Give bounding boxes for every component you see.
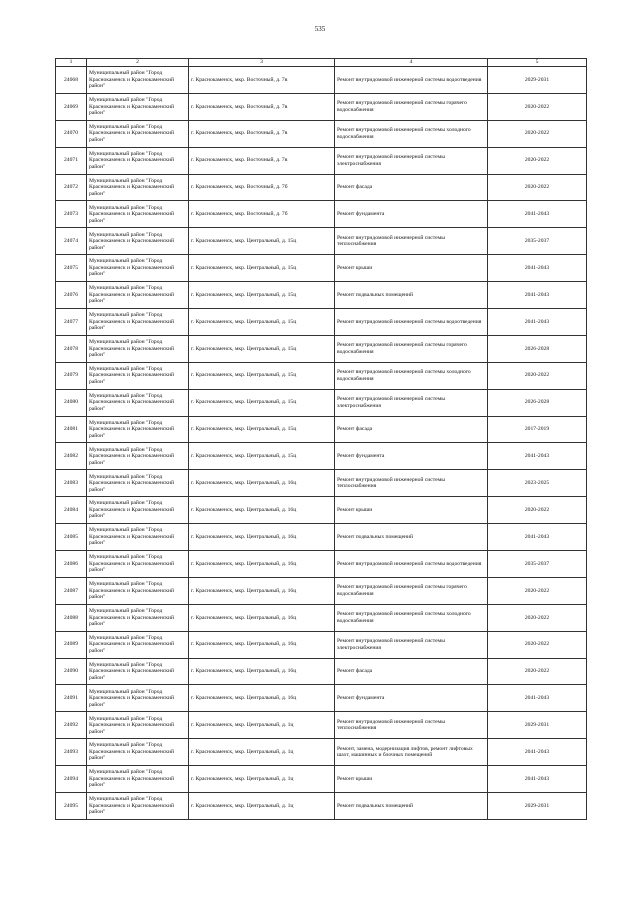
row-number: 24085 bbox=[56, 524, 87, 551]
work-type-cell: Ремонт внутридомовой инженерной системы электроснабжения bbox=[335, 631, 488, 658]
work-type-cell: Ремонт фасада bbox=[335, 658, 488, 685]
address-cell: г. Краснокаменск, мкр. Центральный, д. 16ц bbox=[189, 524, 335, 551]
row-number: 24084 bbox=[56, 497, 87, 524]
address-cell: г. Краснокаменск, мкр. Центральный, д. 16ц bbox=[189, 497, 335, 524]
municipality-cell: Муниципальный район "Город Краснокаменск и Краснокаменский район" bbox=[87, 67, 189, 94]
period-cell: 2020-2022 bbox=[488, 497, 587, 524]
work-type-cell: Ремонт крыши bbox=[335, 766, 488, 793]
row-number: 24070 bbox=[56, 120, 87, 147]
period-cell: 2023-2025 bbox=[488, 470, 587, 497]
period-cell: 2041-2043 bbox=[488, 201, 587, 228]
work-type-cell: Ремонт, замена, модернизация лифтов, ремонт лифтовых шахт, машинных и блочных помещений bbox=[335, 739, 488, 766]
address-cell: г. Краснокаменск, мкр. Центральный, д. 16ц bbox=[189, 470, 335, 497]
address-cell: г. Краснокаменск, мкр. Центральный, д. 16ц bbox=[189, 658, 335, 685]
period-cell: 2035-2037 bbox=[488, 551, 587, 578]
period-cell: 2041-2043 bbox=[488, 685, 587, 712]
municipality-cell: Муниципальный район "Город Краснокаменск и Краснокаменский район" bbox=[87, 685, 189, 712]
municipality-cell: Муниципальный район "Город Краснокаменск и Краснокаменский район" bbox=[87, 93, 189, 120]
table-row bbox=[56, 120, 587, 147]
table-row bbox=[56, 389, 587, 416]
work-type-cell: Ремонт внутридомовой инженерной системы холодного водоснабжения bbox=[335, 604, 488, 631]
table-row bbox=[56, 631, 587, 658]
period-cell: 2029-2031 bbox=[488, 67, 587, 94]
column-number-row bbox=[56, 59, 587, 67]
municipality-cell: Муниципальный район "Город Краснокаменск и Краснокаменский район" bbox=[87, 389, 189, 416]
address-cell: г. Краснокаменск, мкр. Центральный, д. 15ц bbox=[189, 416, 335, 443]
work-type-cell: Ремонт внутридомовой инженерной системы теплоснабжения bbox=[335, 712, 488, 739]
period-cell: 2020-2022 bbox=[488, 362, 587, 389]
row-number: 24091 bbox=[56, 685, 87, 712]
work-type-cell: Ремонт подвальных помещений bbox=[335, 282, 488, 309]
period-cell: 2041-2043 bbox=[488, 282, 587, 309]
municipality-cell: Муниципальный район "Город Краснокаменск и Краснокаменский район" bbox=[87, 551, 189, 578]
period-cell: 2041-2043 bbox=[488, 766, 587, 793]
municipality-cell: Муниципальный район "Город Краснокаменск и Краснокаменский район" bbox=[87, 335, 189, 362]
work-type-cell: Ремонт фасада bbox=[335, 416, 488, 443]
column-number-1: 1 bbox=[56, 59, 87, 67]
column-number-2: 2 bbox=[87, 59, 189, 67]
municipality-cell: Муниципальный район "Город Краснокаменск и Краснокаменский район" bbox=[87, 631, 189, 658]
row-number: 24071 bbox=[56, 147, 87, 174]
row-number: 24075 bbox=[56, 255, 87, 282]
row-number: 24079 bbox=[56, 362, 87, 389]
row-number: 24069 bbox=[56, 93, 87, 120]
table-row bbox=[56, 416, 587, 443]
work-type-cell: Ремонт подвальных помещений bbox=[335, 524, 488, 551]
work-type-cell: Ремонт фундамента bbox=[335, 443, 488, 470]
row-number: 24095 bbox=[56, 793, 87, 820]
work-type-cell: Ремонт внутридомовой инженерной системы горячего водоснабжения bbox=[335, 93, 488, 120]
table-row bbox=[56, 793, 587, 820]
municipality-cell: Муниципальный район "Город Краснокаменск и Краснокаменский район" bbox=[87, 120, 189, 147]
address-cell: г. Краснокаменск, мкр. Восточный, д. 7в bbox=[189, 67, 335, 94]
row-number: 24082 bbox=[56, 443, 87, 470]
table-row bbox=[56, 470, 587, 497]
municipality-cell: Муниципальный район "Город Краснокаменск и Краснокаменский район" bbox=[87, 174, 189, 201]
table-row bbox=[56, 309, 587, 336]
work-type-cell: Ремонт крыши bbox=[335, 497, 488, 524]
address-cell: г. Краснокаменск, мкр. Центральный, д. 15ц bbox=[189, 228, 335, 255]
row-number: 24086 bbox=[56, 551, 87, 578]
address-cell: г. Краснокаменск, мкр. Центральный, д. 15ц bbox=[189, 443, 335, 470]
table-row bbox=[56, 335, 587, 362]
address-cell: г. Краснокаменск, мкр. Центральный, д. 15ц bbox=[189, 362, 335, 389]
period-cell: 2020-2022 bbox=[488, 604, 587, 631]
row-number: 24087 bbox=[56, 577, 87, 604]
row-number: 24068 bbox=[56, 67, 87, 94]
address-cell: г. Краснокаменск, мкр. Восточный, д. 7в bbox=[189, 93, 335, 120]
municipality-cell: Муниципальный район "Город Краснокаменск и Краснокаменский район" bbox=[87, 282, 189, 309]
municipality-cell: Муниципальный район "Город Краснокаменск и Краснокаменский район" bbox=[87, 497, 189, 524]
municipality-cell: Муниципальный район "Город Краснокаменск и Краснокаменский район" bbox=[87, 604, 189, 631]
municipality-cell: Муниципальный район "Город Краснокаменск и Краснокаменский район" bbox=[87, 793, 189, 820]
table-row bbox=[56, 93, 587, 120]
period-cell: 2041-2043 bbox=[488, 739, 587, 766]
address-cell: г. Краснокаменск, мкр. Центральный, д. 15ц bbox=[189, 389, 335, 416]
period-cell: 2041-2043 bbox=[488, 443, 587, 470]
registry-table bbox=[55, 58, 587, 820]
address-cell: г. Краснокаменск, мкр. Центральный, д. 15ц bbox=[189, 282, 335, 309]
period-cell: 2020-2022 bbox=[488, 658, 587, 685]
municipality-cell: Муниципальный район "Город Краснокаменск и Краснокаменский район" bbox=[87, 362, 189, 389]
period-cell: 2029-2031 bbox=[488, 793, 587, 820]
row-number: 24089 bbox=[56, 631, 87, 658]
table-row bbox=[56, 255, 587, 282]
address-cell: г. Краснокаменск, мкр. Восточный, д. 7б bbox=[189, 201, 335, 228]
period-cell: 2029-2031 bbox=[488, 712, 587, 739]
column-number-5: 5 bbox=[488, 59, 587, 67]
municipality-cell: Муниципальный район "Город Краснокаменск и Краснокаменский район" bbox=[87, 147, 189, 174]
work-type-cell: Ремонт внутридомовой инженерной системы горячего водоснабжения bbox=[335, 577, 488, 604]
municipality-cell: Муниципальный район "Город Краснокаменск и Краснокаменский район" bbox=[87, 201, 189, 228]
municipality-cell: Муниципальный район "Город Краснокаменск и Краснокаменский район" bbox=[87, 228, 189, 255]
address-cell: г. Краснокаменск, мкр. Центральный, д. 1ц bbox=[189, 712, 335, 739]
work-type-cell: Ремонт фасада bbox=[335, 174, 488, 201]
address-cell: г. Краснокаменск, мкр. Центральный, д. 16ц bbox=[189, 604, 335, 631]
municipality-cell: Муниципальный район "Город Краснокаменск и Краснокаменский район" bbox=[87, 470, 189, 497]
work-type-cell: Ремонт внутридомовой инженерной системы горячего водоснабжения bbox=[335, 335, 488, 362]
column-number-4: 4 bbox=[335, 59, 488, 67]
address-cell: г. Краснокаменск, мкр. Центральный, д. 16ц bbox=[189, 631, 335, 658]
row-number: 24074 bbox=[56, 228, 87, 255]
work-type-cell: Ремонт внутридомовой инженерной системы холодного водоснабжения bbox=[335, 362, 488, 389]
row-number: 24077 bbox=[56, 309, 87, 336]
row-number: 24073 bbox=[56, 201, 87, 228]
work-type-cell: Ремонт внутридомовой инженерной системы водоотведения bbox=[335, 309, 488, 336]
row-number: 24092 bbox=[56, 712, 87, 739]
page-number: 535 bbox=[314, 25, 326, 33]
work-type-cell: Ремонт фундамента bbox=[335, 201, 488, 228]
period-cell: 2020-2022 bbox=[488, 174, 587, 201]
address-cell: г. Краснокаменск, мкр. Центральный, д. 15ц bbox=[189, 335, 335, 362]
period-cell: 2020-2022 bbox=[488, 120, 587, 147]
table-row bbox=[56, 362, 587, 389]
municipality-cell: Муниципальный район "Город Краснокаменск и Краснокаменский район" bbox=[87, 443, 189, 470]
table-row bbox=[56, 712, 587, 739]
municipality-cell: Муниципальный район "Город Краснокаменск и Краснокаменский район" bbox=[87, 524, 189, 551]
work-type-cell: Ремонт фундамента bbox=[335, 685, 488, 712]
table-row bbox=[56, 147, 587, 174]
period-cell: 2035-2037 bbox=[488, 228, 587, 255]
address-cell: г. Краснокаменск, мкр. Центральный, д. 16ц bbox=[189, 685, 335, 712]
row-number: 24081 bbox=[56, 416, 87, 443]
period-cell: 2041-2043 bbox=[488, 255, 587, 282]
address-cell: г. Краснокаменск, мкр. Центральный, д. 15ц bbox=[189, 255, 335, 282]
municipality-cell: Муниципальный район "Город Краснокаменск и Краснокаменский район" bbox=[87, 577, 189, 604]
work-type-cell: Ремонт внутридомовой инженерной системы водоотведения bbox=[335, 67, 488, 94]
table-row bbox=[56, 443, 587, 470]
row-number: 24094 bbox=[56, 766, 87, 793]
address-cell: г. Краснокаменск, мкр. Восточный, д. 7в bbox=[189, 120, 335, 147]
work-type-cell: Ремонт внутридомовой инженерной системы теплоснабжения bbox=[335, 228, 488, 255]
period-cell: 2026-2028 bbox=[488, 335, 587, 362]
row-number: 24090 bbox=[56, 658, 87, 685]
address-cell: г. Краснокаменск, мкр. Восточный, д. 7б bbox=[189, 174, 335, 201]
table-row bbox=[56, 604, 587, 631]
row-number: 24078 bbox=[56, 335, 87, 362]
table-row bbox=[56, 658, 587, 685]
row-number: 24088 bbox=[56, 604, 87, 631]
period-cell: 2020-2022 bbox=[488, 577, 587, 604]
address-cell: г. Краснокаменск, мкр. Восточный, д. 7в bbox=[189, 147, 335, 174]
work-type-cell: Ремонт внутридомовой инженерной системы теплоснабжения bbox=[335, 470, 488, 497]
period-cell: 2041-2043 bbox=[488, 524, 587, 551]
table-row bbox=[56, 67, 587, 94]
table-body bbox=[56, 67, 587, 820]
row-number: 24076 bbox=[56, 282, 87, 309]
address-cell: г. Краснокаменск, мкр. Центральный, д. 16ц bbox=[189, 551, 335, 578]
table-row bbox=[56, 685, 587, 712]
table-row bbox=[56, 174, 587, 201]
municipality-cell: Муниципальный район "Город Краснокаменск и Краснокаменский район" bbox=[87, 739, 189, 766]
municipality-cell: Муниципальный район "Город Краснокаменск и Краснокаменский район" bbox=[87, 658, 189, 685]
address-cell: г. Краснокаменск, мкр. Центральный, д. 15ц bbox=[189, 309, 335, 336]
work-type-cell: Ремонт подвальных помещений bbox=[335, 793, 488, 820]
address-cell: г. Краснокаменск, мкр. Центральный, д. 1ц bbox=[189, 793, 335, 820]
municipality-cell: Муниципальный район "Город Краснокаменск и Краснокаменский район" bbox=[87, 255, 189, 282]
municipality-cell: Муниципальный район "Город Краснокаменск и Краснокаменский район" bbox=[87, 712, 189, 739]
table-row bbox=[56, 766, 587, 793]
period-cell: 2020-2022 bbox=[488, 631, 587, 658]
table-row bbox=[56, 524, 587, 551]
address-cell: г. Краснокаменск, мкр. Центральный, д. 1ц bbox=[189, 766, 335, 793]
table-row bbox=[56, 497, 587, 524]
row-number: 24072 bbox=[56, 174, 87, 201]
table-row bbox=[56, 201, 587, 228]
table-row bbox=[56, 577, 587, 604]
work-type-cell: Ремонт внутридомовой инженерной системы электроснабжения bbox=[335, 389, 488, 416]
work-type-cell: Ремонт внутридомовой инженерной системы электроснабжения bbox=[335, 147, 488, 174]
period-cell: 2020-2022 bbox=[488, 147, 587, 174]
table-row bbox=[56, 228, 587, 255]
table-row bbox=[56, 551, 587, 578]
municipality-cell: Муниципальный район "Город Краснокаменск и Краснокаменский район" bbox=[87, 309, 189, 336]
address-cell: г. Краснокаменск, мкр. Центральный, д. 1ц bbox=[189, 739, 335, 766]
period-cell: 2017-2019 bbox=[488, 416, 587, 443]
table-row bbox=[56, 739, 587, 766]
work-type-cell: Ремонт внутридомовой инженерной системы водоотведения bbox=[335, 551, 488, 578]
work-type-cell: Ремонт крыши bbox=[335, 255, 488, 282]
municipality-cell: Муниципальный район "Город Краснокаменск и Краснокаменский район" bbox=[87, 766, 189, 793]
row-number: 24083 bbox=[56, 470, 87, 497]
row-number: 24093 bbox=[56, 739, 87, 766]
municipality-cell: Муниципальный район "Город Краснокаменск и Краснокаменский район" bbox=[87, 416, 189, 443]
column-number-3: 3 bbox=[189, 59, 335, 67]
table-row bbox=[56, 282, 587, 309]
period-cell: 2041-2043 bbox=[488, 309, 587, 336]
address-cell: г. Краснокаменск, мкр. Центральный, д. 16ц bbox=[189, 577, 335, 604]
row-number: 24080 bbox=[56, 389, 87, 416]
period-cell: 2020-2022 bbox=[488, 93, 587, 120]
work-type-cell: Ремонт внутридомовой инженерной системы холодного водоснабжения bbox=[335, 120, 488, 147]
period-cell: 2026-2028 bbox=[488, 389, 587, 416]
